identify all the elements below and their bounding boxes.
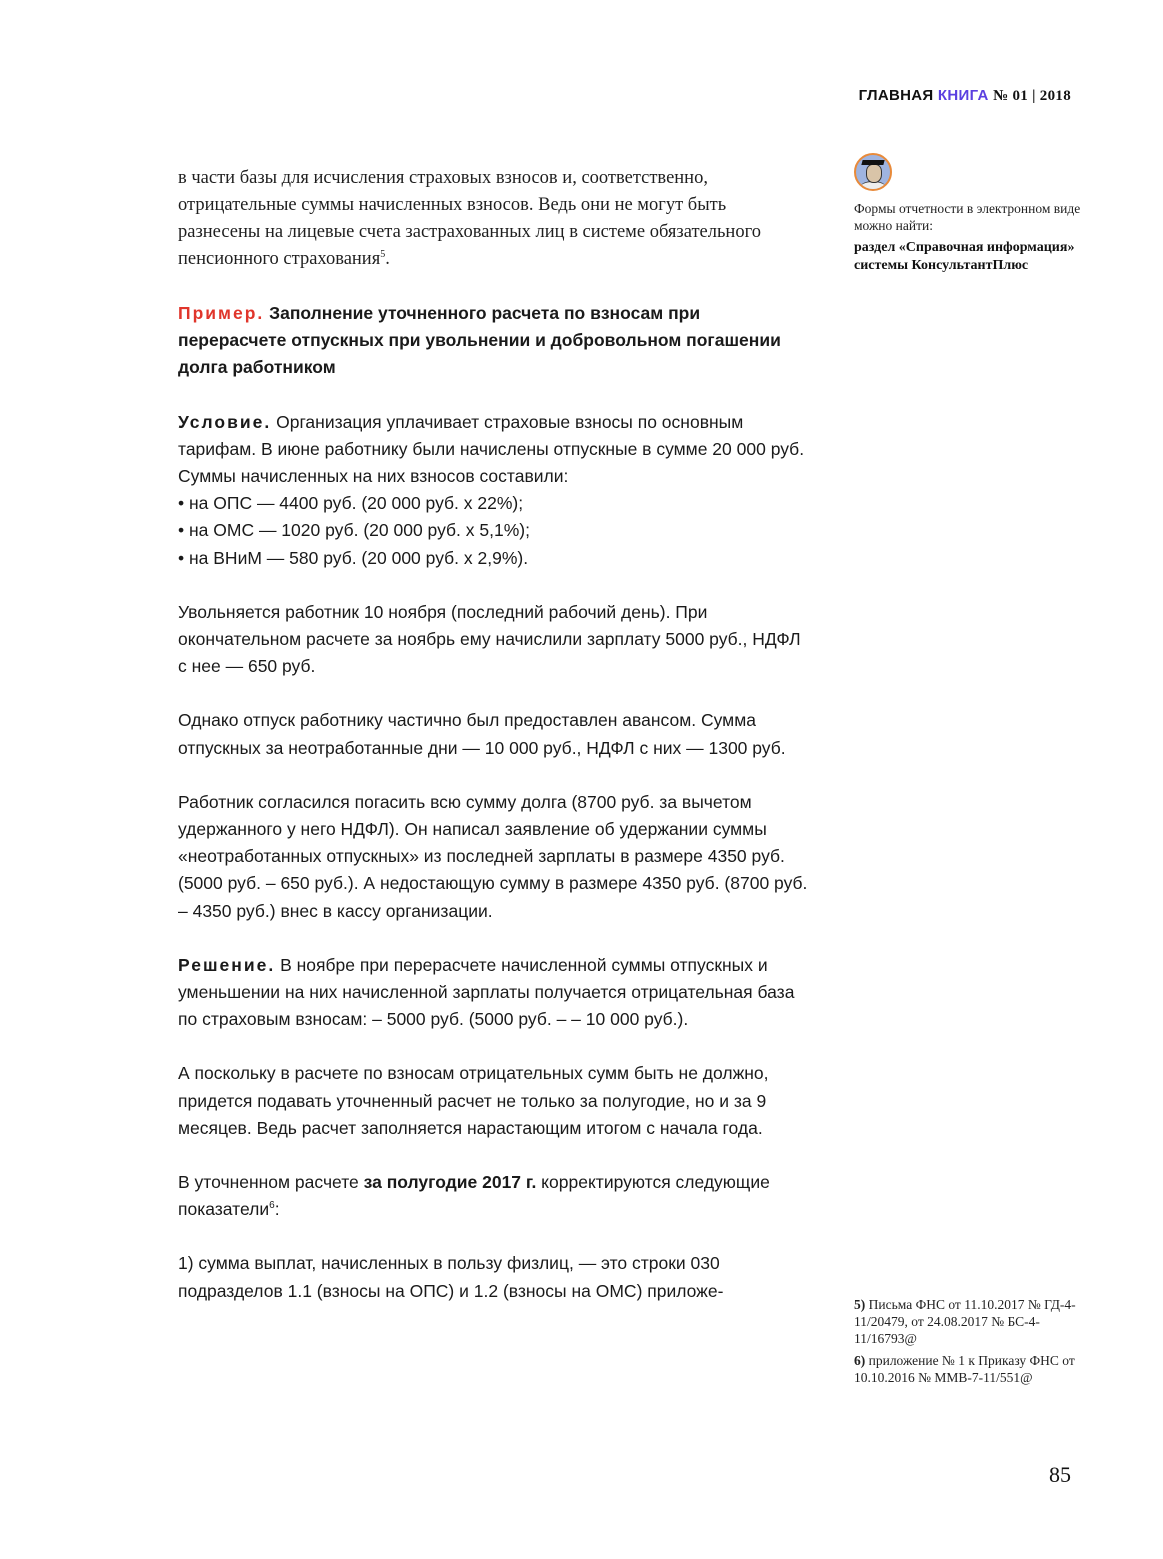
main-column <box>178 165 808 1305</box>
bullet-item: • на ВНиМ — 580 руб. (20 000 руб. х 2,9%). <box>178 547 529 568</box>
bullet-text: на ВНиМ — 580 руб. (20 000 руб. х 2,9%). <box>189 547 529 568</box>
avatar-face <box>866 164 882 183</box>
condition-lead: Условие. <box>178 411 272 432</box>
corrections-paragraph <box>178 1169 808 1223</box>
body-paragraph: Однако отпуск работнику частично был предоставлен авансом. Сумма отпускных за неотработанные дни — 10 000 руб., НДФЛ с них — 1300 руб. <box>178 710 786 758</box>
example-lead: Пример. <box>178 303 265 323</box>
intro-paragraph <box>178 165 808 273</box>
intro-text: в части базы для исчисления страховых взносов и, соответственно, отрицательные суммы начисленных взносов. Ведь они не могут быть разнесены на лицевые счета застрахованных лиц в системе обязательного пенсионного страхования <box>178 168 761 269</box>
corrections-period: за полугодие 2017 г. <box>363 1172 537 1193</box>
footnotes <box>854 1296 1084 1391</box>
footnote-ref-6[interactable]: 6 <box>269 1200 275 1212</box>
brand-name-part2: КНИГА <box>937 87 989 104</box>
body-paragraph: Работник согласился погасить всю сумму долга (8700 руб. за вычетом удержанного у него НДФЛ). Он написал заявление об удержании суммы «неотработанных отпускных» из последней зарплаты в размере 4350 руб. (5000 руб. – 650 руб.). А недостающую сумму в размере 4350 руб. (8700 руб. – 4350 руб.) внес в кассу организации. <box>178 791 808 921</box>
professor-avatar-icon <box>854 153 892 191</box>
sidebar-reference: раздел «Справочная информация» системы КонсультантПлюс <box>854 240 1075 273</box>
example-title <box>178 300 808 382</box>
bullet-text: на ОПС — 4400 руб. (20 000 руб. х 22%); <box>189 493 524 514</box>
sidebar-note: Формы отчетности в электронном виде можно найти: <box>854 201 1081 233</box>
graduation-cap-icon <box>861 160 884 165</box>
corrections-text-before: В уточненном расчете <box>178 1172 364 1193</box>
footnote-text: Письма ФНС от 11.10.2017 № ГД-4-11/20479, от 24.08.2017 № БС-4-11/16793@ <box>854 1297 1076 1346</box>
magazine-header <box>859 87 1071 105</box>
sidebar <box>854 153 1084 274</box>
corrections-tail: : <box>274 1199 280 1220</box>
solution-text: В ноябре при перерасчете начисленной суммы отпускных и уменьшении на них начисленной зарплаты получается отрицательная база по страховым взносам: – 5000 руб. (5000 руб. – – 10 000 руб.). <box>178 954 795 1030</box>
condition-paragraph <box>178 409 808 572</box>
bullet-item: • на ОМС — 1020 руб. (20 000 руб. х 5,1%); <box>178 520 530 541</box>
solution-paragraph <box>178 952 808 1034</box>
footnote-number: 6) <box>854 1353 866 1368</box>
bullet-item: • на ОПС — 4400 руб. (20 000 руб. х 22%); <box>178 493 524 514</box>
body-paragraph: А поскольку в расчете по взносам отрицательных сумм быть не должно, придется подавать уточненный расчет не только за полугодие, но и за 9 месяцев. Ведь расчет заполняется нарастающим итогом с начала года. <box>178 1063 769 1138</box>
list-item-1: 1) сумма выплат, начисленных в пользу физлиц, — это строки 030 подразделов 1.1 (взносы на ОПС) и 1.2 (взносы на ОМС) приложе- <box>178 1253 724 1301</box>
bullet-text: на ОМС — 1020 руб. (20 000 руб. х 5,1%); <box>189 520 530 541</box>
brand-name-part1: ГЛАВНАЯ <box>858 87 934 104</box>
condition-text: Организация уплачивает страховые взносы по основным тарифам. В июне работнику были начислены отпускные в сумме 20 000 руб. Суммы начисленных на них взносов составили: <box>178 411 805 487</box>
footnote-6 <box>854 1352 1084 1386</box>
footnote-ref-5[interactable]: 5 <box>380 248 386 260</box>
solution-lead: Решение. <box>178 954 276 975</box>
footnote-number: 5) <box>854 1297 866 1312</box>
page-number: 85 <box>1049 1462 1071 1487</box>
example-title-text: Заполнение уточненного расчета по взносам при перерасчете отпускных при увольнении и добровольном погашении долга работником <box>178 303 781 378</box>
corrections-text-after: корректируются следующие показатели <box>178 1172 770 1220</box>
footnote-text: приложение № 1 к Приказу ФНС от 10.10.2016 № ММВ-7-11/551@ <box>854 1353 1075 1385</box>
issue-number: № 01 | 2018 <box>993 88 1071 104</box>
intro-tail: . <box>385 249 390 269</box>
body-paragraph: Увольняется работник 10 ноября (последний рабочий день). При окончательном расчете за ноябрь ему начислили зарплату 5000 руб., НДФЛ с нее — 650 руб. <box>178 601 801 677</box>
footnote-5 <box>854 1296 1084 1347</box>
